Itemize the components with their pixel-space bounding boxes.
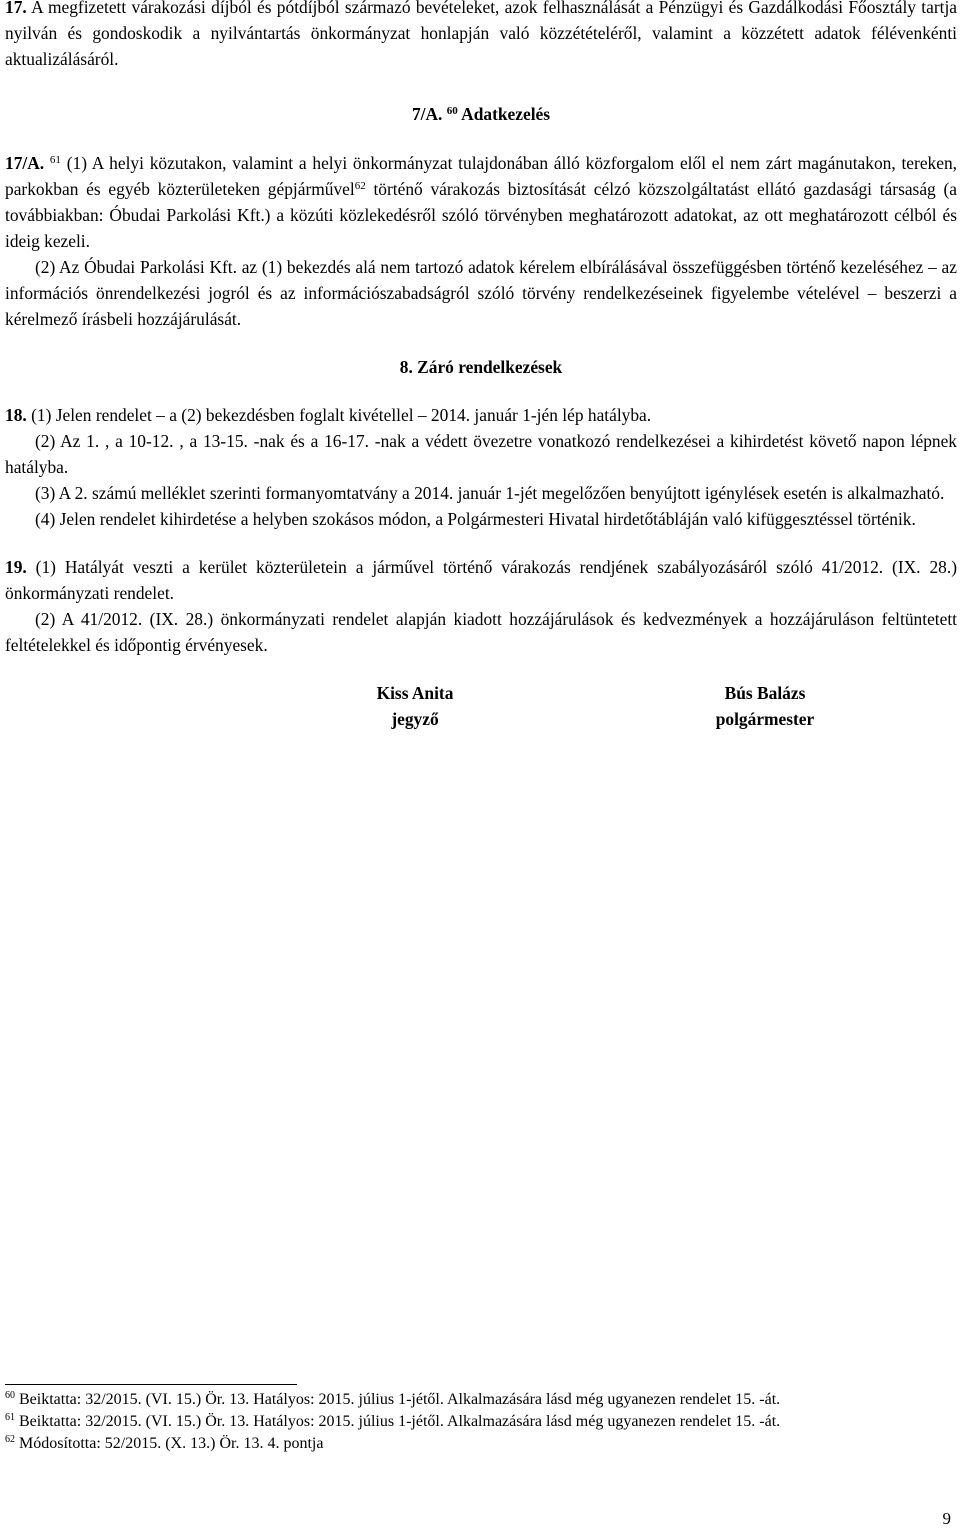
section-number: 17/A. (5, 153, 45, 173)
page-number: 9 (942, 1509, 951, 1528)
footnote-ref[interactable]: 61 (49, 154, 61, 166)
paragraph: (2) Az 1. , a 10-12. , a 13-15. -nak és a 16-17. -nak a védett övezetre vonatkozó rendelkezései a kihirdetést követő napon lépnek hatályba. (5, 431, 957, 477)
footnote: $^{60}$ Beiktatta: 32/2015. (VI. 15.) Ör. 13. Hatályos: 2015. július 1-jétől. Alkalmazására lásd még ugyanezen rendelet 15. -át. (5, 1390, 781, 1408)
footnotes (5, 1389, 957, 1455)
footnote: $^{62}$ Módosította: 52/2015. (X. 13.) Ör. 13. 4. pontja (5, 1434, 324, 1452)
signature-notary (340, 680, 490, 732)
paragraph: 18. (1) Jelen rendelet ‒ a (2) bekezdésben foglalt kivétellel ‒ 2014. január 1-jén lép hatályba. (5, 405, 652, 425)
footnote-ref[interactable]: 60 (446, 105, 458, 117)
section-number: 18. (5, 405, 27, 425)
signer-name: Bús Balázs (724, 683, 806, 703)
chapter-heading-7a: 7/A. $^{60}$ Adatkezelés (411, 104, 551, 124)
document-page (5, 0, 957, 1540)
chapter-heading-8: 8. Záró rendelkezések (399, 357, 563, 377)
paragraph: 19. (1) Hatályát veszti a kerület közterületein a járművel történő várakozás rendjének szabályozásáról szóló 41/2012. (IX. 28.) önkormányzati rendelet. (5, 557, 957, 603)
section-number: 17. (5, 0, 27, 17)
footnote-divider (5, 1384, 297, 1385)
paragraph: 17/A. $^{61}$ (1) A helyi közutakon, valamint a helyi önkormányzat tulajdonában álló közforgalom elől el nem zárt magánutakon, tereken, parkokban és egyéb közterületeken gépjárművel$^{62}$ történő várakozás biztosítását célzó közszolgáltatást ellátó gazdasági társaság (a továbbiakban: Óbudai Parkolási Kft.) a közúti közlekedésről szóló törvényben meghatározott adatokat, az ott meghatározott célból és ideig kezeli. (5, 153, 957, 251)
signer-role: polgármester (715, 709, 815, 729)
signer-role: jegyző (391, 709, 439, 729)
footnote: $^{61}$ Beiktatta: 32/2015. (VI. 15.) Ör. 13. Hatályos: 2015. július 1-jétől. Alkalmazására lásd még ugyanezen rendelet 15. -át. (5, 1412, 781, 1430)
section-17a (5, 150, 957, 332)
signature-block (5, 680, 957, 740)
section-17 (5, 0, 957, 72)
paragraph: (4) Jelen rendelet kihirdetése a helyben szokásos módon, a Polgármesteri Hivatal hirdetőtábláján való kifüggesztéssel történik. (35, 509, 916, 529)
section-19 (5, 554, 957, 658)
section-18 (5, 402, 957, 532)
signature-mayor (675, 680, 855, 732)
paragraph: (2) Az Óbudai Parkolási Kft. az (1) bekezdés alá nem tartozó adatok kérelem elbírálásával összefüggésben történő kezeléséhez ‒ az információs önrendelkezési jogról és az információszabadságról szóló törvény rendelkezéseinek figyelembe vételével ‒ beszerzi a kérelmező írásbeli hozzájárulását. (5, 257, 957, 329)
section-text: A megfizetett várakozási díjból és pótdíjból származó bevételeket, azok felhasználását a Pénzügyi és Gazdálkodási Főosztály tartja nyilván és gondoskodik a nyilvántartás önkormányzat honlapján való közzétételéről, valamint a közzétett adatok félévenkénti aktualizálásáról. (5, 0, 957, 69)
paragraph: (3) A 2. számú melléklet szerinti formanyomtatvány a 2014. január 1-jét megelőzően benyújtott igénylések esetén is alkalmazható. (35, 483, 945, 503)
signer-name: Kiss Anita (376, 683, 454, 703)
paragraph: (2) A 41/2012. (IX. 28.) önkormányzati rendelet alapján kiadott hozzájárulások és kedvezmények a hozzájáruláson feltüntetett feltételekkel és időpontig érvényesek. (5, 609, 957, 655)
section-number: 19. (5, 557, 27, 577)
footnote-ref[interactable]: 62 (354, 180, 366, 192)
